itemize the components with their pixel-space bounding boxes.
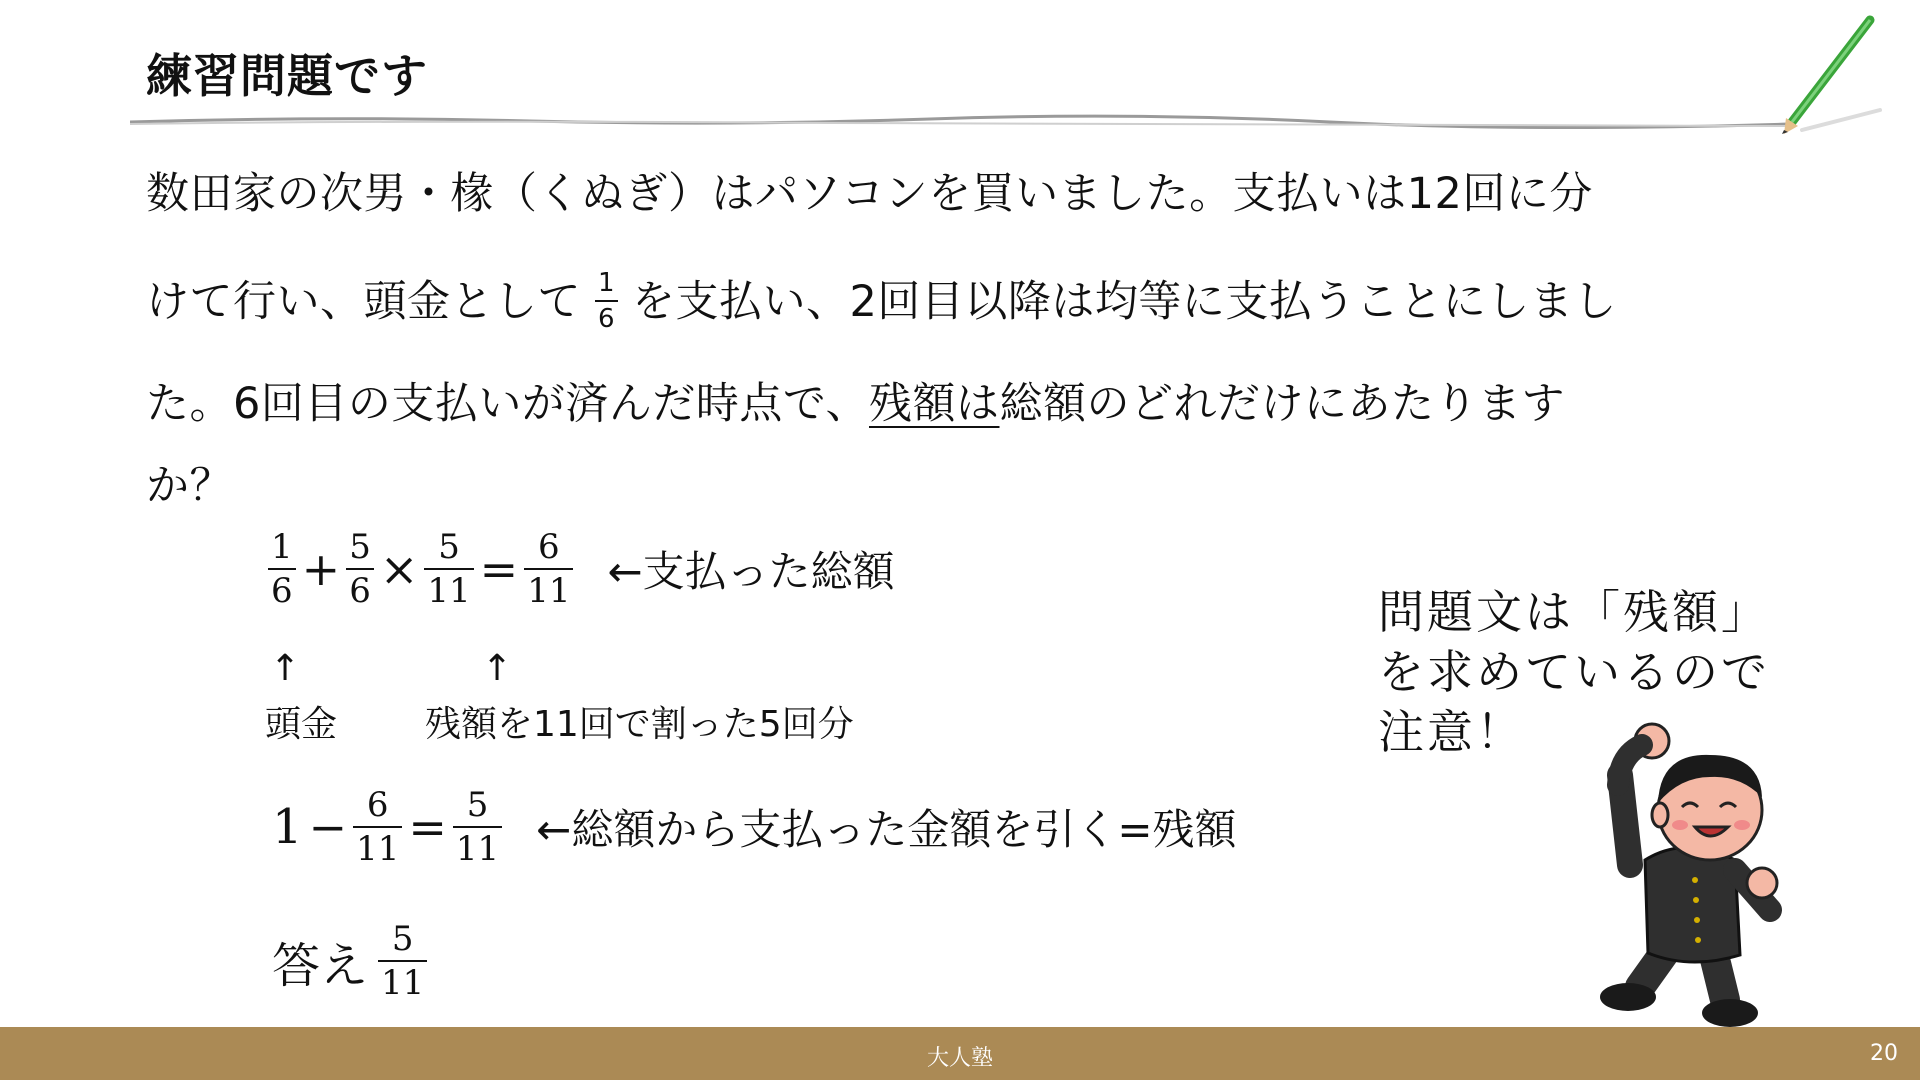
fraction-numerator: 6	[366, 785, 389, 825]
fraction-bar	[424, 568, 473, 570]
equals-sign: =	[479, 542, 519, 596]
problem-line-3-start: た。6回目の支払いが済んだ時点で、	[146, 379, 869, 429]
one: 1	[272, 799, 303, 855]
fraction-numerator: 5	[438, 527, 460, 567]
annotation-installments: 残額を11回で割った5回分	[425, 704, 854, 745]
problem-line-2-start: けて行い、頭金として	[146, 277, 581, 327]
fraction-denominator: 6	[349, 571, 371, 611]
answer	[272, 919, 427, 1003]
fraction-bar	[353, 826, 402, 828]
equation-paid-total	[268, 527, 895, 611]
callout-line-1: 問題文は「残額」	[1378, 585, 1770, 639]
fraction-denominator: 6	[598, 303, 616, 334]
footer-brand: 大人塾	[926, 1046, 993, 1071]
fraction-numerator: 5	[391, 919, 414, 959]
hand-drawn-rule	[130, 104, 1790, 134]
fraction-denominator: 11	[527, 571, 571, 611]
equation-note: ←支払った総額	[607, 547, 895, 596]
callout-line-3: 注意！	[1378, 705, 1525, 759]
up-arrow-icon: ↑	[270, 648, 301, 689]
callout-line-2: を求めているので	[1378, 645, 1770, 699]
answer-label: 答え	[272, 937, 369, 994]
equation-note: ←総額から支払った金額を引く=残額	[536, 805, 1237, 854]
up-arrow-icon: ↑	[482, 648, 513, 689]
page-number: 20	[1870, 1041, 1898, 1066]
fraction-bar	[524, 568, 573, 570]
plus-sign: +	[301, 542, 341, 596]
fraction-numerator: 1	[598, 267, 616, 298]
student-mascot-illustration	[1600, 715, 1800, 1030]
fraction-numerator: 6	[538, 527, 560, 567]
problem-line-2	[146, 268, 1617, 336]
underlined-remaining: 残額は	[869, 379, 1000, 429]
fraction-bar	[268, 568, 296, 570]
fraction	[353, 785, 402, 869]
fraction	[346, 527, 374, 611]
fraction	[424, 527, 473, 611]
annotation-down-payment: 頭金	[265, 704, 338, 745]
problem-line-2-end: を支払い、2回目以降は均等に支払うことにしまし	[632, 277, 1617, 327]
problem-line-3-end: 総額のどれだけにあたります	[999, 379, 1565, 429]
fraction	[268, 527, 296, 611]
fraction-bar	[453, 826, 502, 828]
fraction	[453, 785, 502, 869]
down-payment-fraction	[595, 267, 618, 334]
fraction-denominator: 11	[381, 963, 425, 1003]
fraction-numerator: 5	[349, 527, 371, 567]
minus-sign: −	[308, 800, 348, 854]
times-sign: ×	[379, 542, 419, 596]
fraction-denominator: 11	[455, 829, 500, 869]
fraction-numerator: 5	[466, 785, 489, 825]
equals-sign: =	[408, 800, 447, 854]
pencil-icon	[1770, 12, 1890, 134]
fraction-denominator: 11	[356, 829, 400, 869]
fraction	[524, 527, 573, 611]
equation-remaining	[272, 785, 1237, 869]
fraction-denominator: 11	[427, 571, 471, 611]
problem-line-3	[146, 370, 1565, 431]
fraction-numerator: 1	[271, 527, 293, 567]
fraction-bar	[378, 960, 427, 962]
problem-line-4: か？	[146, 461, 233, 511]
footer-bar	[0, 1027, 1920, 1080]
fraction-denominator: 6	[271, 571, 293, 611]
answer-fraction	[378, 919, 427, 1003]
page-title: 練習問題です	[146, 49, 428, 103]
problem-line-1: 数田家の次男・椽（くぬぎ）はパソコンを買いました。支払いは12回に分	[146, 169, 1593, 219]
fraction-bar	[595, 300, 618, 302]
fraction-bar	[346, 568, 374, 570]
